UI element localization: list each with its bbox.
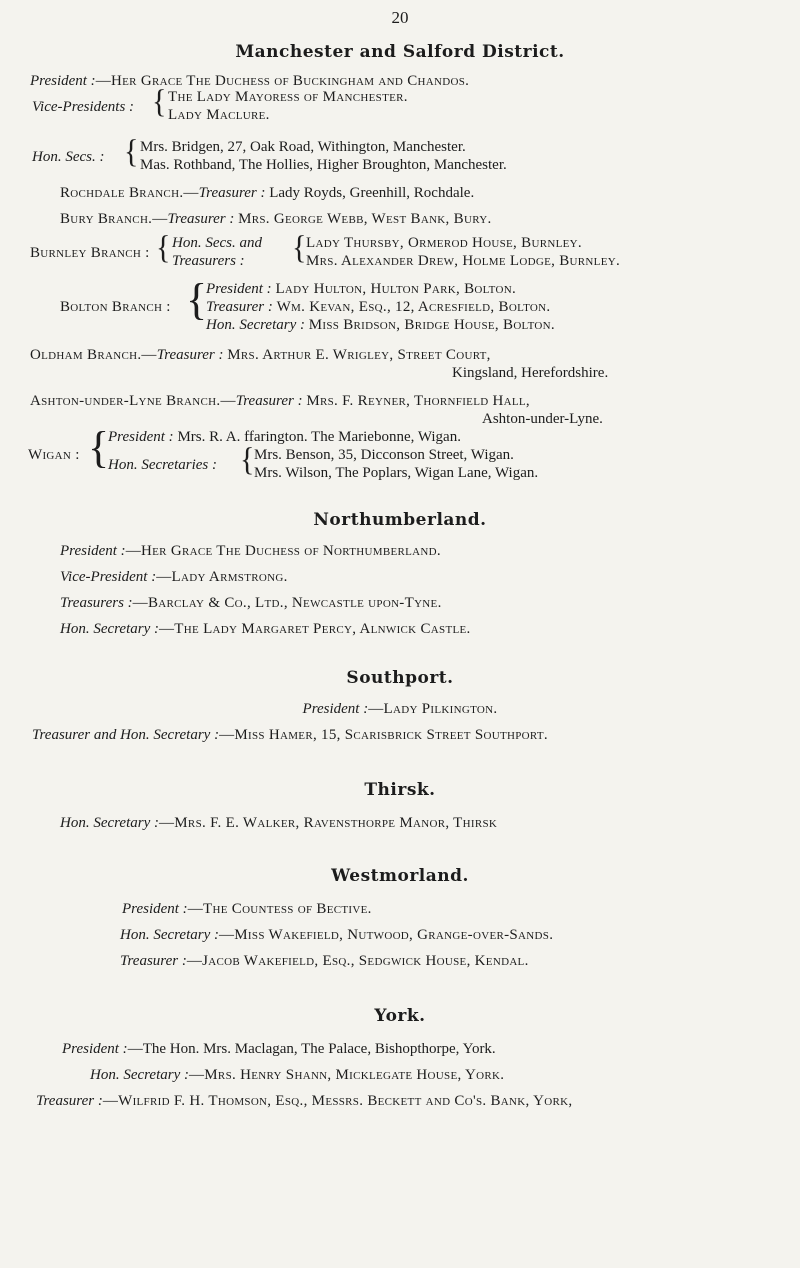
southport-president: President :—Lady Pilkington. xyxy=(302,701,498,717)
section-heading-westmorland: Westmorland. xyxy=(331,866,469,886)
oldham-address-2: Kingsland, Herefordshire. xyxy=(452,365,609,381)
section-heading-manchester: Manchester and Salford District. xyxy=(235,42,565,62)
westmorland-secretary: Hon. Secretary :—Miss Wakefield, Nutwood, Grange-over-Sands. xyxy=(120,927,554,943)
westmorland-president: President :—The Countess of Bective. xyxy=(122,901,372,917)
burnley-entry-1: Lady Thursby, Ormerod House, Burnley. xyxy=(306,235,582,251)
page-number: 20 xyxy=(391,8,409,27)
bolton-treasurer: Treasurer : Wm. Kevan, Esq., 12, Acresfield, Bolton. xyxy=(206,299,551,315)
northumberland-president: President :—Her Grace The Duchess of Northumberland. xyxy=(60,543,441,559)
burnley-branch-label: Burnley Branch : xyxy=(30,245,150,261)
manchester-sec-1: Mrs. Bridgen, 27, Oak Road, Withington, Manchester. xyxy=(140,139,466,155)
bolton-secretary: Hon. Secretary : Miss Bridson, Bridge House, Bolton. xyxy=(206,317,555,333)
ashton-branch: Ashton-under-Lyne Branch.—Treasurer : Mrs. F. Reyner, Thornfield Hall, xyxy=(30,393,530,409)
burnley-role-2: Treasurers : xyxy=(172,253,245,269)
westmorland-treasurer: Treasurer :—Jacob Wakefield, Esq., Sedgwick House, Kendal. xyxy=(120,953,529,969)
wigan-secretary-2: Mrs. Wilson, The Poplars, Wigan Lane, Wigan. xyxy=(254,465,539,481)
section-heading-york: York. xyxy=(374,1006,426,1026)
manchester-sec-2: Mas. Rothband, The Hollies, Higher Broughton, Manchester. xyxy=(140,157,507,173)
manchester-vp-2: Lady Maclure. xyxy=(168,107,270,123)
wigan-secretaries-label: Hon. Secretaries : xyxy=(108,457,217,473)
burnley-entry-2: Mrs. Alexander Drew, Holme Lodge, Burnley. xyxy=(306,253,621,269)
document-page: 20 Manchester and Salford District. President :—Her Grace The Duchess of Buckingham and Chandos. Vice-Presidents : { The Lady Mayoress of Manchester. Lady Maclure. Hon. Secs. : { Mrs. Bridgen, 27, Oak Road, Withington, Manchester. Mas. Rothband, The Hollies, Higher Broughton, Manchester. Rochdale Branch.—Treasurer : Lady Royds, Greenhill, Rochdale. Bury Branch.—Treasurer : Mrs. George Webb, West Bank, Bury. Burnley Branch : { Hon. Secs. and Treasurers : { Lady Thursby, Ormerod House, Burnley. Mrs. Alexander Drew, Holme Lodge, Burnley. Bolton Branch : { President : Lady Hulton, Hulton Park, Bolton. Treasurer : Wm. Kevan, Esq., 12, Acresfield, Bolton. Hon. Secretary : Miss Bridson, Bridge House, Bolton. Oldham Branch.—Treasurer : Mrs. Arthur E. Wrigley, Street Court, Kingsland, Herefordshire. Ashton-under-Lyne Branch.—Treasurer : Mrs. F. Reyner, Thornfield Hall, Ashton-under-Lyne. Wigan : { President : Mrs. R. A. ffarington. The Mariebonne, Wigan. Hon. Secretaries : { Mrs. Benson, 35, Dicconson Street, Wigan. Mrs. Wilson, The Poplars, Wigan Lane, Wigan. Northumberland. President :—Her Grace The Duchess of Northumberland. Vice-President :—Lady Armstrong. Treasurers :—Barclay & Co., Ltd., Newcastle upon-Tyne. Hon. Secretary :—The Lady Margaret Percy, Alnwick Castle. Southport. President :—Lady Pilkington. Treasurer and Hon. Secretary :—Miss Hamer, 15, Scarisbrick Street Southport. Thirsk. Hon. Secretary :—Mrs. F. E. Walker, Ravensthorpe Manor, Thirsk Westmorland. President :—The Countess of Bective. Hon. Secretary :—Miss Wakefield, Nutwood, Grange-over-Sands. Treasurer :—Jacob Wakefield, Esq., Sedgwick House, Kendal. York. President :—The Hon. Mrs. Maclagan, The Palace, Bishopthorpe, York. Hon. Secretary :—Mrs. Henry Shann, Micklegate House, York. Treasurer :—Wilfrid F. H. Thomson, Esq., Messrs. Beckett and Co's. Bank, York, xyxy=(0,0,800,1268)
oldham-branch: Oldham Branch.—Treasurer : Mrs. Arthur E. Wrigley, Street Court, xyxy=(30,347,491,363)
york-secretary: Hon. Secretary :—Mrs. Henry Shann, Micklegate House, York. xyxy=(90,1067,505,1083)
northumberland-secretary: Hon. Secretary :—The Lady Margaret Percy, Alnwick Castle. xyxy=(60,621,471,637)
wigan-label: Wigan : xyxy=(28,447,80,463)
northumberland-vp: Vice-President :—Lady Armstrong. xyxy=(60,569,288,585)
manchester-vp-1: The Lady Mayoress of Manchester. xyxy=(168,89,408,105)
ashton-address-2: Ashton-under-Lyne. xyxy=(482,411,603,427)
wigan-secretary-1: Mrs. Benson, 35, Dicconson Street, Wigan. xyxy=(254,447,514,463)
burnley-role-1: Hon. Secs. and xyxy=(172,235,262,251)
thirsk-secretary: Hon. Secretary :—Mrs. F. E. Walker, Ravensthorpe Manor, Thirsk xyxy=(60,815,498,831)
manchester-vp-label: Vice-Presidents : xyxy=(32,99,135,115)
southport-treasurer: Treasurer and Hon. Secretary :—Miss Hamer, 15, Scarisbrick Street Southport. xyxy=(32,727,548,743)
rochdale-branch: Rochdale Branch.—Treasurer : Lady Royds, Greenhill, Rochdale. xyxy=(60,185,475,201)
bury-branch: Bury Branch.—Treasurer : Mrs. George Webb, West Bank, Bury. xyxy=(60,211,492,227)
manchester-president: President :—Her Grace The Duchess of Buckingham and Chandos. xyxy=(30,73,470,89)
manchester-secs-label: Hon. Secs. : xyxy=(32,149,105,165)
section-heading-southport: Southport. xyxy=(346,668,454,688)
bolton-branch-label: Bolton Branch : xyxy=(60,299,171,315)
york-treasurer: Treasurer :—Wilfrid F. H. Thomson, Esq., Messrs. Beckett and Co's. Bank, York, xyxy=(36,1093,573,1109)
section-heading-northumberland: Northumberland. xyxy=(313,510,487,530)
northumberland-treasurers: Treasurers :—Barclay & Co., Ltd., Newcastle upon-Tyne. xyxy=(60,595,442,611)
section-heading-thirsk: Thirsk. xyxy=(364,780,436,800)
wigan-president: President : Mrs. R. A. ffarington. The Mariebonne, Wigan. xyxy=(108,429,461,445)
bolton-president: President : Lady Hulton, Hulton Park, Bolton. xyxy=(206,281,517,297)
york-president: President :—The Hon. Mrs. Maclagan, The Palace, Bishopthorpe, York. xyxy=(62,1041,496,1057)
